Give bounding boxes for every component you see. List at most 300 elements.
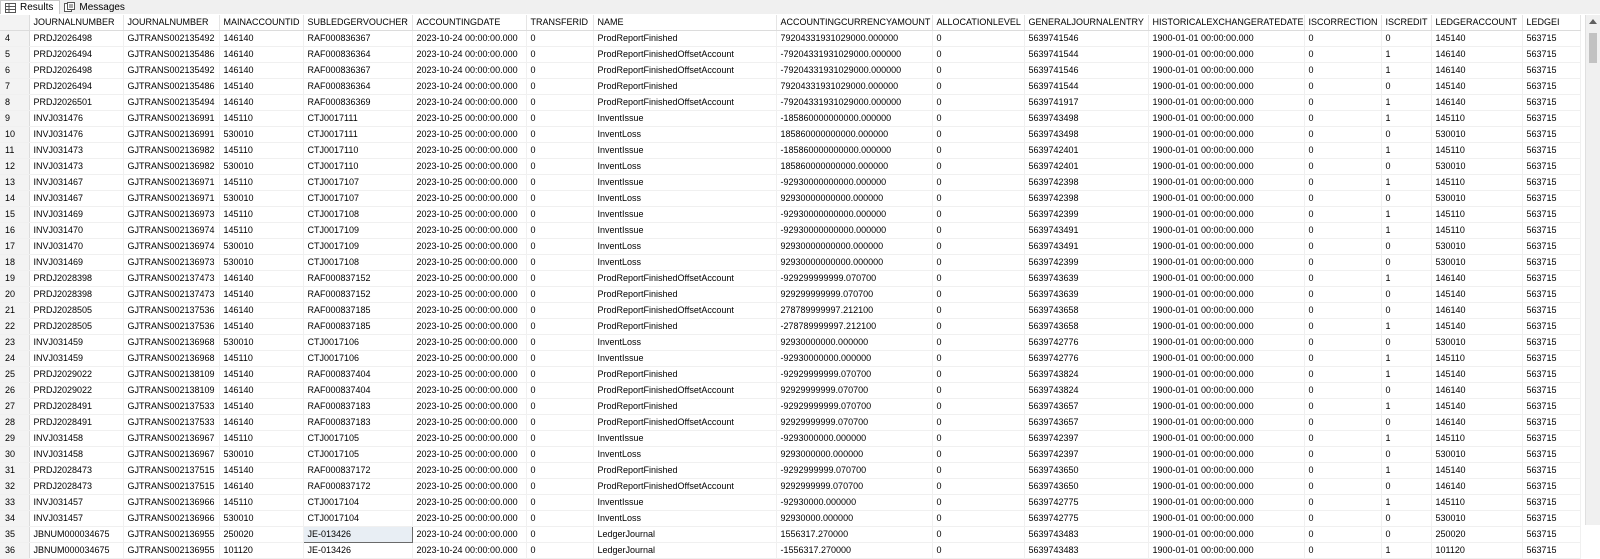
table-row[interactable] bbox=[0, 495, 1580, 511]
table-cell[interactable]: 5639741546 bbox=[1024, 31, 1148, 47]
table-cell[interactable]: 563715 bbox=[1522, 479, 1580, 495]
row-number[interactable]: 33 bbox=[0, 495, 29, 511]
table-cell[interactable]: JE-013426 bbox=[303, 543, 412, 559]
table-cell[interactable]: 1 bbox=[1381, 463, 1431, 479]
table-cell[interactable]: ProdReportFinished bbox=[593, 399, 776, 415]
table-cell[interactable]: 92930000000.000000 bbox=[776, 335, 932, 351]
table-cell[interactable]: 146140 bbox=[1431, 415, 1522, 431]
table-cell[interactable]: CTJ0017111 bbox=[303, 111, 412, 127]
table-cell[interactable]: GJTRANS002136974 bbox=[123, 239, 219, 255]
table-cell[interactable]: 5639743498 bbox=[1024, 127, 1148, 143]
table-cell[interactable]: GJTRANS002135486 bbox=[123, 79, 219, 95]
table-cell[interactable]: 1 bbox=[1381, 271, 1431, 287]
table-cell[interactable]: 0 bbox=[1304, 111, 1381, 127]
table-cell[interactable]: 0 bbox=[932, 463, 1024, 479]
table-cell[interactable]: 0 bbox=[1304, 79, 1381, 95]
table-cell[interactable]: ProdReportFinished bbox=[593, 319, 776, 335]
table-cell[interactable]: 563715 bbox=[1522, 495, 1580, 511]
table-cell[interactable]: 530010 bbox=[219, 239, 303, 255]
table-cell[interactable]: ProdReportFinishedOffsetAccount bbox=[593, 383, 776, 399]
table-cell[interactable]: 2023-10-25 00:00:00.000 bbox=[412, 351, 526, 367]
table-cell[interactable]: 0 bbox=[526, 207, 593, 223]
table-cell[interactable]: 530010 bbox=[219, 447, 303, 463]
table-cell[interactable]: 0 bbox=[932, 111, 1024, 127]
table-cell[interactable]: 145140 bbox=[1431, 463, 1522, 479]
table-cell[interactable]: 146140 bbox=[219, 415, 303, 431]
table-cell[interactable]: 1900-01-01 00:00:00.000 bbox=[1148, 399, 1304, 415]
table-cell[interactable]: RAF000837172 bbox=[303, 479, 412, 495]
table-cell[interactable]: 146140 bbox=[219, 383, 303, 399]
table-cell[interactable]: 0 bbox=[1381, 511, 1431, 527]
table-row[interactable] bbox=[0, 47, 1580, 63]
table-cell[interactable]: 0 bbox=[932, 479, 1024, 495]
table-cell[interactable]: 530010 bbox=[219, 191, 303, 207]
column-header[interactable]: LEDGERACCOUNT bbox=[1431, 15, 1522, 31]
table-cell[interactable]: 0 bbox=[1304, 431, 1381, 447]
table-row[interactable] bbox=[0, 63, 1580, 79]
table-cell[interactable]: 563715 bbox=[1522, 287, 1580, 303]
table-cell[interactable]: 0 bbox=[1304, 415, 1381, 431]
table-cell[interactable]: 563715 bbox=[1522, 383, 1580, 399]
table-cell[interactable]: 2023-10-24 00:00:00.000 bbox=[412, 79, 526, 95]
table-cell[interactable]: 0 bbox=[1304, 95, 1381, 111]
table-cell[interactable]: GJTRANS002137533 bbox=[123, 415, 219, 431]
table-cell[interactable]: 0 bbox=[932, 159, 1024, 175]
table-cell[interactable]: -185860000000000.000000 bbox=[776, 143, 932, 159]
table-cell[interactable]: -79204331931029000.000000 bbox=[776, 63, 932, 79]
table-cell[interactable]: 1900-01-01 00:00:00.000 bbox=[1148, 479, 1304, 495]
table-cell[interactable]: 2023-10-25 00:00:00.000 bbox=[412, 319, 526, 335]
table-cell[interactable]: 145140 bbox=[1431, 31, 1522, 47]
table-cell[interactable]: 530010 bbox=[219, 255, 303, 271]
table-cell[interactable]: GJTRANS002135494 bbox=[123, 95, 219, 111]
table-cell[interactable]: 1 bbox=[1381, 223, 1431, 239]
table-cell[interactable]: 145110 bbox=[219, 111, 303, 127]
table-cell[interactable]: 0 bbox=[1381, 335, 1431, 351]
table-row[interactable] bbox=[0, 335, 1580, 351]
table-cell[interactable]: 1 bbox=[1381, 543, 1431, 559]
table-cell[interactable]: 1900-01-01 00:00:00.000 bbox=[1148, 351, 1304, 367]
table-cell[interactable]: 0 bbox=[1304, 175, 1381, 191]
table-cell[interactable]: 563715 bbox=[1522, 303, 1580, 319]
table-cell[interactable]: 530010 bbox=[219, 159, 303, 175]
table-cell[interactable]: 0 bbox=[526, 367, 593, 383]
table-cell[interactable]: PRDJ2028398 bbox=[29, 271, 123, 287]
table-cell[interactable]: 1900-01-01 00:00:00.000 bbox=[1148, 495, 1304, 511]
table-row[interactable] bbox=[0, 175, 1580, 191]
table-row[interactable] bbox=[0, 367, 1580, 383]
table-cell[interactable]: 0 bbox=[526, 495, 593, 511]
table-cell[interactable]: GJTRANS002136982 bbox=[123, 143, 219, 159]
row-number[interactable]: 19 bbox=[0, 271, 29, 287]
table-cell[interactable]: 0 bbox=[932, 415, 1024, 431]
row-number[interactable]: 16 bbox=[0, 223, 29, 239]
table-cell[interactable]: INVJ031467 bbox=[29, 191, 123, 207]
table-cell[interactable]: 185860000000000.000000 bbox=[776, 127, 932, 143]
table-cell[interactable]: 0 bbox=[932, 431, 1024, 447]
column-header[interactable]: JOURNALNUMBER bbox=[123, 15, 219, 31]
table-cell[interactable]: 1 bbox=[1381, 47, 1431, 63]
table-cell[interactable]: 0 bbox=[932, 319, 1024, 335]
row-number[interactable]: 15 bbox=[0, 207, 29, 223]
table-cell[interactable]: 5639743498 bbox=[1024, 111, 1148, 127]
table-cell[interactable]: -92929999999.070700 bbox=[776, 367, 932, 383]
table-cell[interactable]: CTJ0017106 bbox=[303, 351, 412, 367]
table-cell[interactable]: -9293000000.000000 bbox=[776, 431, 932, 447]
table-cell[interactable]: INVJ031457 bbox=[29, 511, 123, 527]
table-cell[interactable]: 2023-10-24 00:00:00.000 bbox=[412, 31, 526, 47]
table-cell[interactable]: 563715 bbox=[1522, 527, 1580, 543]
table-cell[interactable]: 145110 bbox=[1431, 431, 1522, 447]
table-cell[interactable]: 145110 bbox=[1431, 495, 1522, 511]
table-cell[interactable]: 2023-10-24 00:00:00.000 bbox=[412, 543, 526, 559]
table-cell[interactable]: 0 bbox=[932, 63, 1024, 79]
table-cell[interactable]: 5639743650 bbox=[1024, 463, 1148, 479]
table-cell[interactable]: 0 bbox=[526, 511, 593, 527]
table-cell[interactable]: 1 bbox=[1381, 351, 1431, 367]
table-cell[interactable]: GJTRANS002136967 bbox=[123, 431, 219, 447]
table-cell[interactable]: 0 bbox=[932, 175, 1024, 191]
row-number[interactable]: 4 bbox=[0, 31, 29, 47]
table-cell[interactable]: 5639743824 bbox=[1024, 383, 1148, 399]
table-row[interactable] bbox=[0, 255, 1580, 271]
table-cell[interactable]: 0 bbox=[526, 415, 593, 431]
table-cell[interactable]: 145110 bbox=[1431, 143, 1522, 159]
table-cell[interactable]: 0 bbox=[1381, 159, 1431, 175]
table-row[interactable] bbox=[0, 511, 1580, 527]
selected-cell[interactable]: JE-013426 bbox=[303, 527, 412, 543]
table-cell[interactable]: JBNUM000034675 bbox=[29, 543, 123, 559]
table-cell[interactable]: INVJ031458 bbox=[29, 447, 123, 463]
table-cell[interactable]: 1900-01-01 00:00:00.000 bbox=[1148, 271, 1304, 287]
table-cell[interactable]: 0 bbox=[1304, 511, 1381, 527]
table-cell[interactable]: 563715 bbox=[1522, 447, 1580, 463]
row-number[interactable]: 6 bbox=[0, 63, 29, 79]
column-header[interactable]: SUBLEDGERVOUCHER bbox=[303, 15, 412, 31]
column-header[interactable]: NAME bbox=[593, 15, 776, 31]
table-cell[interactable]: 2023-10-25 00:00:00.000 bbox=[412, 159, 526, 175]
table-cell[interactable]: GJTRANS002136973 bbox=[123, 255, 219, 271]
table-cell[interactable]: RAF000837404 bbox=[303, 383, 412, 399]
table-cell[interactable]: 145140 bbox=[1431, 287, 1522, 303]
row-number[interactable]: 14 bbox=[0, 191, 29, 207]
table-cell[interactable]: 0 bbox=[932, 303, 1024, 319]
table-cell[interactable]: InventIssue bbox=[593, 175, 776, 191]
table-cell[interactable]: 2023-10-25 00:00:00.000 bbox=[412, 303, 526, 319]
table-cell[interactable]: 5639743491 bbox=[1024, 239, 1148, 255]
table-cell[interactable]: 146140 bbox=[219, 47, 303, 63]
table-cell[interactable]: 0 bbox=[1304, 223, 1381, 239]
table-cell[interactable]: 0 bbox=[932, 271, 1024, 287]
table-cell[interactable]: 145110 bbox=[219, 175, 303, 191]
table-cell[interactable]: 1 bbox=[1381, 95, 1431, 111]
table-cell[interactable]: PRDJ2028473 bbox=[29, 479, 123, 495]
row-number[interactable]: 10 bbox=[0, 127, 29, 143]
table-cell[interactable]: 5639742399 bbox=[1024, 207, 1148, 223]
column-header[interactable]: ALLOCATIONLEVEL bbox=[932, 15, 1024, 31]
table-cell[interactable]: 2023-10-24 00:00:00.000 bbox=[412, 47, 526, 63]
table-cell[interactable]: 1 bbox=[1381, 175, 1431, 191]
table-cell[interactable]: 2023-10-25 00:00:00.000 bbox=[412, 495, 526, 511]
table-cell[interactable]: 0 bbox=[526, 271, 593, 287]
table-cell[interactable]: PRDJ2029022 bbox=[29, 383, 123, 399]
table-cell[interactable]: PRDJ2026498 bbox=[29, 31, 123, 47]
table-cell[interactable]: CTJ0017109 bbox=[303, 239, 412, 255]
table-cell[interactable]: GJTRANS002135492 bbox=[123, 63, 219, 79]
table-cell[interactable]: 1900-01-01 00:00:00.000 bbox=[1148, 175, 1304, 191]
table-cell[interactable]: 146140 bbox=[1431, 63, 1522, 79]
table-cell[interactable]: 146140 bbox=[219, 303, 303, 319]
table-cell[interactable]: ProdReportFinished bbox=[593, 463, 776, 479]
table-cell[interactable]: 0 bbox=[1304, 271, 1381, 287]
table-cell[interactable]: 5639742399 bbox=[1024, 255, 1148, 271]
table-row[interactable] bbox=[0, 383, 1580, 399]
column-header[interactable]: ACCOUNTINGDATE bbox=[412, 15, 526, 31]
table-cell[interactable]: 1900-01-01 00:00:00.000 bbox=[1148, 527, 1304, 543]
table-cell[interactable]: 2023-10-25 00:00:00.000 bbox=[412, 287, 526, 303]
table-cell[interactable]: 0 bbox=[1304, 127, 1381, 143]
table-cell[interactable]: 530010 bbox=[1431, 255, 1522, 271]
table-cell[interactable]: 0 bbox=[526, 95, 593, 111]
table-row[interactable] bbox=[0, 223, 1580, 239]
table-cell[interactable]: InventLoss bbox=[593, 335, 776, 351]
column-header[interactable]: TRANSFERID bbox=[526, 15, 593, 31]
table-cell[interactable]: RAF000836369 bbox=[303, 95, 412, 111]
table-cell[interactable]: CTJ0017111 bbox=[303, 127, 412, 143]
table-cell[interactable]: 145140 bbox=[1431, 319, 1522, 335]
table-cell[interactable]: 1900-01-01 00:00:00.000 bbox=[1148, 303, 1304, 319]
table-cell[interactable]: 0 bbox=[1304, 31, 1381, 47]
table-cell[interactable]: GJTRANS002136971 bbox=[123, 191, 219, 207]
table-cell[interactable]: CTJ0017105 bbox=[303, 447, 412, 463]
table-cell[interactable]: 1900-01-01 00:00:00.000 bbox=[1148, 255, 1304, 271]
table-cell[interactable]: 5639742775 bbox=[1024, 511, 1148, 527]
table-cell[interactable]: 563715 bbox=[1522, 111, 1580, 127]
table-cell[interactable]: 2023-10-25 00:00:00.000 bbox=[412, 463, 526, 479]
table-cell[interactable]: 0 bbox=[932, 511, 1024, 527]
table-cell[interactable]: 92930000000000.000000 bbox=[776, 191, 932, 207]
table-cell[interactable]: 0 bbox=[1304, 543, 1381, 559]
table-cell[interactable]: ProdReportFinished bbox=[593, 367, 776, 383]
table-row[interactable] bbox=[0, 143, 1580, 159]
table-row[interactable] bbox=[0, 207, 1580, 223]
table-cell[interactable]: 1900-01-01 00:00:00.000 bbox=[1148, 159, 1304, 175]
table-cell[interactable]: 563715 bbox=[1522, 511, 1580, 527]
table-cell[interactable]: 530010 bbox=[1431, 335, 1522, 351]
table-cell[interactable]: 563715 bbox=[1522, 543, 1580, 559]
table-cell[interactable]: 2023-10-25 00:00:00.000 bbox=[412, 367, 526, 383]
table-cell[interactable]: 0 bbox=[526, 351, 593, 367]
table-row[interactable] bbox=[0, 111, 1580, 127]
table-cell[interactable]: 0 bbox=[932, 207, 1024, 223]
table-cell[interactable]: 2023-10-25 00:00:00.000 bbox=[412, 191, 526, 207]
row-number[interactable]: 34 bbox=[0, 511, 29, 527]
row-number[interactable]: 9 bbox=[0, 111, 29, 127]
table-cell[interactable]: 1900-01-01 00:00:00.000 bbox=[1148, 239, 1304, 255]
table-row[interactable] bbox=[0, 415, 1580, 431]
table-cell[interactable]: 0 bbox=[932, 191, 1024, 207]
table-cell[interactable]: 1900-01-01 00:00:00.000 bbox=[1148, 367, 1304, 383]
table-cell[interactable]: 0 bbox=[526, 223, 593, 239]
table-cell[interactable]: 2023-10-25 00:00:00.000 bbox=[412, 479, 526, 495]
table-cell[interactable]: 146140 bbox=[1431, 383, 1522, 399]
table-cell[interactable]: 5639742397 bbox=[1024, 447, 1148, 463]
table-cell[interactable]: 145110 bbox=[219, 223, 303, 239]
table-row[interactable] bbox=[0, 287, 1580, 303]
table-cell[interactable]: 1900-01-01 00:00:00.000 bbox=[1148, 207, 1304, 223]
table-cell[interactable]: PRDJ2028491 bbox=[29, 415, 123, 431]
table-cell[interactable]: 0 bbox=[1304, 143, 1381, 159]
table-cell[interactable]: 530010 bbox=[1431, 447, 1522, 463]
table-cell[interactable]: 5639741546 bbox=[1024, 63, 1148, 79]
table-cell[interactable]: InventIssue bbox=[593, 351, 776, 367]
table-cell[interactable]: 5639742401 bbox=[1024, 143, 1148, 159]
table-cell[interactable]: RAF000837185 bbox=[303, 319, 412, 335]
table-cell[interactable]: 0 bbox=[1304, 367, 1381, 383]
table-cell[interactable]: 146140 bbox=[1431, 47, 1522, 63]
table-cell[interactable]: InventIssue bbox=[593, 143, 776, 159]
table-cell[interactable]: 0 bbox=[1304, 191, 1381, 207]
table-cell[interactable]: CTJ0017107 bbox=[303, 175, 412, 191]
table-cell[interactable]: 0 bbox=[1381, 479, 1431, 495]
table-cell[interactable]: 5639741544 bbox=[1024, 47, 1148, 63]
column-header[interactable]: MAINACCOUNTID bbox=[219, 15, 303, 31]
table-cell[interactable]: 0 bbox=[1381, 239, 1431, 255]
table-cell[interactable]: 563715 bbox=[1522, 207, 1580, 223]
table-cell[interactable]: 146140 bbox=[1431, 95, 1522, 111]
table-cell[interactable]: 563715 bbox=[1522, 143, 1580, 159]
table-cell[interactable]: GJTRANS002135486 bbox=[123, 47, 219, 63]
table-row[interactable] bbox=[0, 127, 1580, 143]
table-cell[interactable]: 101120 bbox=[219, 543, 303, 559]
table-cell[interactable]: 9292999999.070700 bbox=[776, 479, 932, 495]
table-cell[interactable]: CTJ0017104 bbox=[303, 511, 412, 527]
table-cell[interactable]: 0 bbox=[1304, 495, 1381, 511]
table-cell[interactable]: 0 bbox=[932, 543, 1024, 559]
table-cell[interactable]: 0 bbox=[1304, 287, 1381, 303]
table-cell[interactable]: 1900-01-01 00:00:00.000 bbox=[1148, 463, 1304, 479]
table-cell[interactable]: 5639742397 bbox=[1024, 431, 1148, 447]
table-cell[interactable]: 2023-10-25 00:00:00.000 bbox=[412, 143, 526, 159]
table-cell[interactable]: INVJ031476 bbox=[29, 111, 123, 127]
table-cell[interactable]: 0 bbox=[526, 175, 593, 191]
table-cell[interactable]: 2023-10-25 00:00:00.000 bbox=[412, 127, 526, 143]
table-cell[interactable]: PRDJ2028473 bbox=[29, 463, 123, 479]
row-number[interactable]: 27 bbox=[0, 399, 29, 415]
table-cell[interactable]: 1 bbox=[1381, 207, 1431, 223]
table-cell[interactable]: 92930000000000.000000 bbox=[776, 239, 932, 255]
table-cell[interactable]: 5639742401 bbox=[1024, 159, 1148, 175]
table-cell[interactable]: 145140 bbox=[219, 319, 303, 335]
row-number[interactable]: 25 bbox=[0, 367, 29, 383]
table-cell[interactable]: InventLoss bbox=[593, 511, 776, 527]
table-cell[interactable]: GJTRANS002136991 bbox=[123, 111, 219, 127]
table-cell[interactable]: GJTRANS002136955 bbox=[123, 543, 219, 559]
table-cell[interactable]: 0 bbox=[932, 239, 1024, 255]
table-row[interactable] bbox=[0, 79, 1580, 95]
table-cell[interactable]: 101120 bbox=[1431, 543, 1522, 559]
table-cell[interactable]: GJTRANS002136966 bbox=[123, 511, 219, 527]
table-cell[interactable]: 146140 bbox=[219, 63, 303, 79]
table-cell[interactable]: INVJ031459 bbox=[29, 335, 123, 351]
table-cell[interactable]: ProdReportFinished bbox=[593, 287, 776, 303]
table-cell[interactable]: 145140 bbox=[219, 463, 303, 479]
table-cell[interactable]: 2023-10-25 00:00:00.000 bbox=[412, 415, 526, 431]
table-cell[interactable]: 1 bbox=[1381, 63, 1431, 79]
table-cell[interactable]: 1900-01-01 00:00:00.000 bbox=[1148, 127, 1304, 143]
row-number[interactable]: 5 bbox=[0, 47, 29, 63]
row-number[interactable]: 29 bbox=[0, 431, 29, 447]
table-cell[interactable]: 0 bbox=[526, 287, 593, 303]
table-cell[interactable]: PRDJ2026498 bbox=[29, 63, 123, 79]
table-cell[interactable]: 0 bbox=[1304, 239, 1381, 255]
table-cell[interactable]: 530010 bbox=[1431, 239, 1522, 255]
table-cell[interactable]: 1 bbox=[1381, 319, 1431, 335]
table-cell[interactable]: 563715 bbox=[1522, 223, 1580, 239]
table-cell[interactable]: GJTRANS002137473 bbox=[123, 287, 219, 303]
row-number[interactable]: 30 bbox=[0, 447, 29, 463]
table-cell[interactable]: 1900-01-01 00:00:00.000 bbox=[1148, 415, 1304, 431]
results-grid[interactable] bbox=[0, 15, 1585, 555]
column-header[interactable]: ISCREDIT bbox=[1381, 15, 1431, 31]
table-cell[interactable]: GJTRANS002136971 bbox=[123, 175, 219, 191]
table-cell[interactable]: 0 bbox=[932, 223, 1024, 239]
table-cell[interactable]: 146140 bbox=[1431, 271, 1522, 287]
table-cell[interactable]: 2023-10-25 00:00:00.000 bbox=[412, 447, 526, 463]
row-number[interactable]: 26 bbox=[0, 383, 29, 399]
table-row[interactable] bbox=[0, 239, 1580, 255]
table-cell[interactable]: PRDJ2028505 bbox=[29, 319, 123, 335]
table-cell[interactable]: CTJ0017105 bbox=[303, 431, 412, 447]
table-cell[interactable]: 0 bbox=[1381, 255, 1431, 271]
table-cell[interactable]: RAF000837404 bbox=[303, 367, 412, 383]
table-cell[interactable]: 145110 bbox=[1431, 207, 1522, 223]
row-number[interactable]: 20 bbox=[0, 287, 29, 303]
table-cell[interactable]: 563715 bbox=[1522, 255, 1580, 271]
table-cell[interactable]: 0 bbox=[932, 127, 1024, 143]
table-cell[interactable]: 5639742398 bbox=[1024, 191, 1148, 207]
table-cell[interactable]: GJTRANS002135492 bbox=[123, 31, 219, 47]
table-cell[interactable]: 0 bbox=[526, 191, 593, 207]
table-cell[interactable]: 0 bbox=[1381, 287, 1431, 303]
table-cell[interactable]: InventLoss bbox=[593, 447, 776, 463]
table-cell[interactable]: GJTRANS002136982 bbox=[123, 159, 219, 175]
table-cell[interactable]: 0 bbox=[1304, 303, 1381, 319]
table-cell[interactable]: 5639741917 bbox=[1024, 95, 1148, 111]
table-cell[interactable]: 563715 bbox=[1522, 95, 1580, 111]
table-cell[interactable]: InventLoss bbox=[593, 127, 776, 143]
table-cell[interactable]: 2023-10-25 00:00:00.000 bbox=[412, 175, 526, 191]
table-cell[interactable]: 563715 bbox=[1522, 271, 1580, 287]
table-cell[interactable]: 5639742776 bbox=[1024, 351, 1148, 367]
table-cell[interactable]: RAF000837172 bbox=[303, 463, 412, 479]
table-row[interactable] bbox=[0, 95, 1580, 111]
table-cell[interactable]: 0 bbox=[1304, 463, 1381, 479]
table-cell[interactable]: 79204331931029000.000000 bbox=[776, 79, 932, 95]
table-cell[interactable]: -92930000000.000000 bbox=[776, 351, 932, 367]
table-cell[interactable]: 563715 bbox=[1522, 127, 1580, 143]
table-cell[interactable]: GJTRANS002137515 bbox=[123, 463, 219, 479]
table-cell[interactable]: 2023-10-25 00:00:00.000 bbox=[412, 399, 526, 415]
table-cell[interactable]: 0 bbox=[526, 319, 593, 335]
table-cell[interactable]: 0 bbox=[932, 495, 1024, 511]
table-cell[interactable]: 145110 bbox=[219, 143, 303, 159]
table-cell[interactable]: 0 bbox=[1304, 479, 1381, 495]
tab-results[interactable] bbox=[0, 0, 60, 14]
table-cell[interactable]: 563715 bbox=[1522, 47, 1580, 63]
table-cell[interactable]: ProdReportFinished bbox=[593, 31, 776, 47]
table-cell[interactable]: 2023-10-25 00:00:00.000 bbox=[412, 207, 526, 223]
